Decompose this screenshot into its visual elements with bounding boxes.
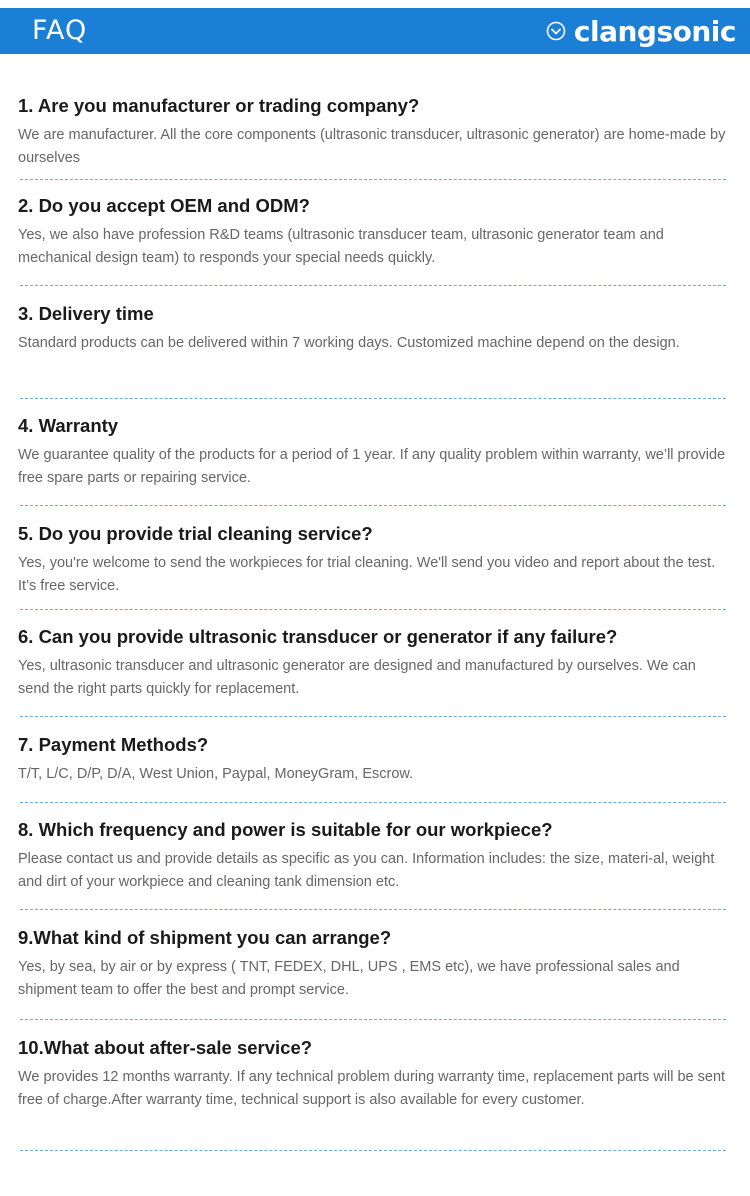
faq-question: 6. Can you provide ultrasonic transducer or generator if any failure? [18, 626, 618, 647]
faq-item-1 [18, 95, 728, 170]
faq-question: 8. Which frequency and power is suitable for our workpiece? [18, 819, 553, 840]
dashed-divider [20, 285, 726, 286]
dashed-divider [20, 1150, 726, 1151]
faq-question: 10.What about after-sale service? [18, 1037, 313, 1058]
faq-item-9 [18, 927, 728, 1002]
brand-logo[interactable] [546, 14, 736, 48]
faq-item-2 [18, 195, 728, 270]
faq-question: 4. Warranty [18, 415, 119, 436]
faq-answer: Standard products can be delivered within 7 working days. Customized machine depend on the design. [18, 335, 680, 351]
faq-item-8 [18, 819, 728, 894]
dashed-divider [20, 179, 726, 180]
faq-question: 9.What kind of shipment you can arrange? [18, 927, 392, 948]
faq-answer: We are manufacturer. All the core components (ultrasonic transducer, ultrasonic generator) are home-made by ourselves [18, 127, 726, 166]
faq-answer: Yes, ultrasonic transducer and ultrasonic generator are designed and manufactured by ourselves. We can send the right parts quickly for replacement. [18, 658, 696, 697]
dashed-divider [20, 1019, 726, 1020]
dashed-divider [20, 398, 726, 399]
dashed-divider [20, 802, 726, 803]
faq-item-7 [18, 734, 728, 786]
brand-name: clangsonic [573, 14, 736, 48]
faq-item-4 [18, 415, 728, 490]
dashed-divider [20, 609, 726, 610]
header-bar [0, 8, 750, 54]
faq-answer: Please contact us and provide details as specific as you can. Information includes: the size, materi-al, weight and dirt of your workpiece and cleaning tank dimension etc. [18, 851, 715, 890]
faq-answer: Yes, you're welcome to send the workpieces for trial cleaning. We'll send you video and report about the test. It’s free service. [18, 555, 716, 594]
faq-item-5 [18, 523, 728, 598]
faq-question: 7. Payment Methods? [18, 734, 209, 755]
faq-answer: T/T, L/C, D/P, D/A, West Union, Paypal, MoneyGram, Escrow. [18, 766, 414, 782]
faq-answer: Yes, we also have profession R&D teams (ultrasonic transducer team, ultrasonic generator team and mechanical design team) to responds your special needs quickly. [18, 227, 664, 266]
faq-question: 1. Are you manufacturer or trading company? [18, 95, 420, 116]
dashed-divider [20, 505, 726, 506]
faq-question: 2. Do you accept OEM and ODM? [18, 195, 310, 216]
faq-question: 3. Delivery time [18, 303, 154, 324]
dashed-divider [20, 909, 726, 910]
faq-answer: Yes, by sea, by air or by express ( TNT, FEDEX, DHL, UPS , EMS etc), we have professional sales and shipment team to offer the best and prompt service. [18, 959, 680, 998]
faq-item-10 [18, 1037, 728, 1112]
dashed-divider [20, 716, 726, 717]
page-title: FAQ [32, 15, 88, 46]
faq-answer: We provides 12 months warranty. If any technical problem during warranty time, replacement parts will be sent free of charge.After warranty time, technical support is also available for every customer. [18, 1069, 726, 1108]
faq-item-3 [18, 303, 728, 355]
faq-item-6 [18, 626, 728, 701]
faq-answer: We guarantee quality of the products for a period of 1 year. If any quality problem within warranty, we’ll provide free spare parts or repairing service. [18, 447, 726, 486]
faq-question: 5. Do you provide trial cleaning service? [18, 523, 373, 544]
chevron-circle-icon [546, 21, 566, 41]
